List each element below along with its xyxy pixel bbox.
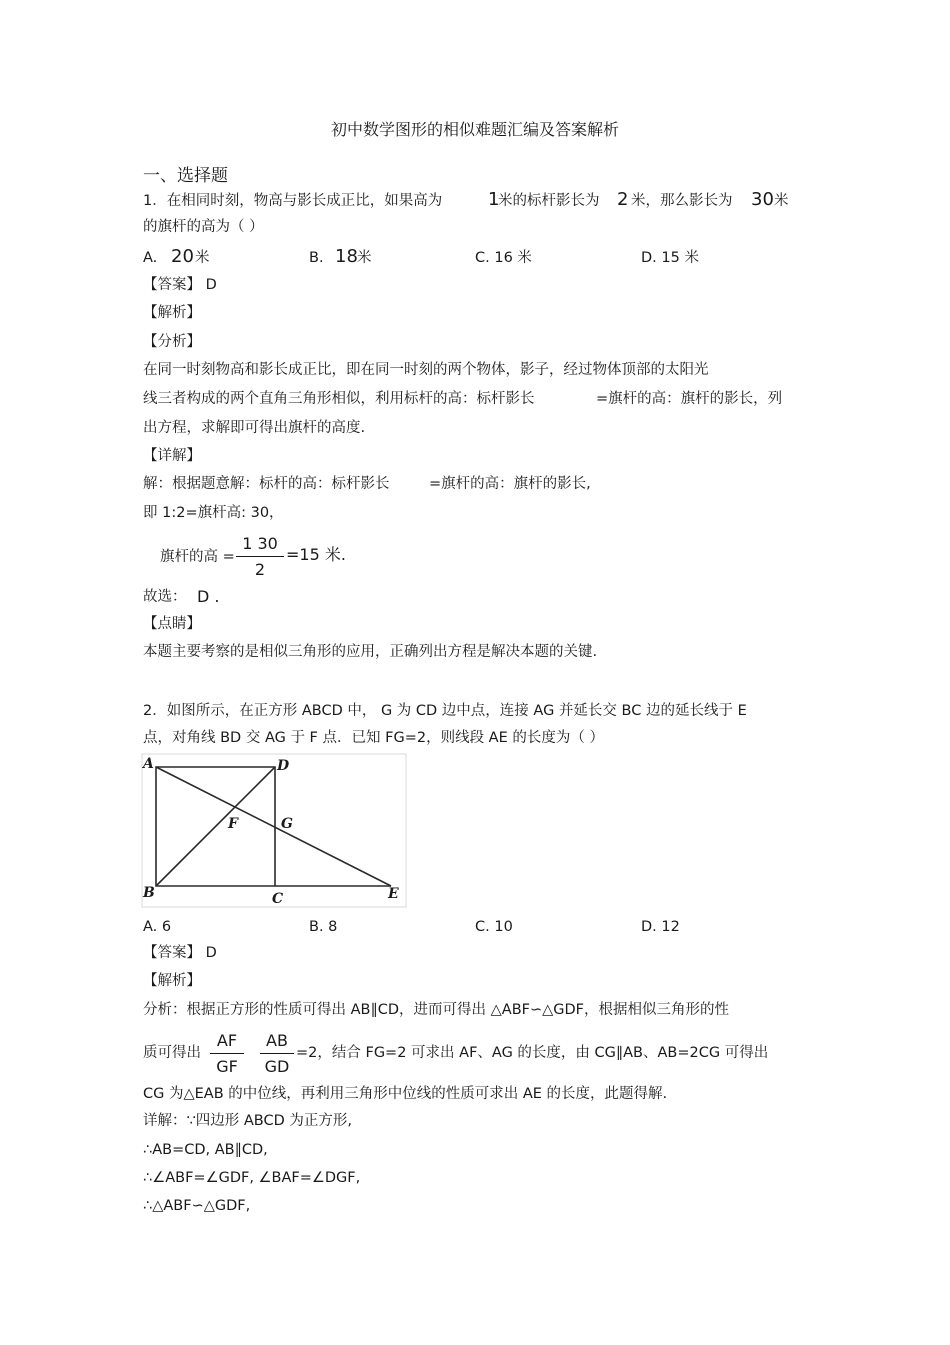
q1-stem-number: 1 (488, 189, 500, 210)
label-c: C (272, 891, 284, 907)
q2-fenxi-line: 分析：根据正方形的性质可得出 AB∥CD，进而可得出 △ABF∽△GDF，根据相似三角形的性 (143, 1002, 730, 1018)
q1-fenxi-line: =旗杆的高：旗杆的影长，列 (596, 391, 783, 407)
q1-answer: 【答案】 D (143, 277, 217, 293)
q2-geometry-figure (141, 753, 407, 908)
label-a: A (143, 756, 154, 772)
q1-detail-line: 解：根据题意解：标杆的高：标杆影长 (143, 476, 390, 492)
q2-fenxi-line: =2，结合 FG=2 可求出 AF、AG 的长度，由 CG∥AB、AB=2CG 可得出 (296, 1045, 769, 1061)
q1-option-b-label: B. (309, 250, 324, 266)
fraction-bar (236, 556, 284, 557)
q1-stem-part: 1．在相同时刻，物高与影长成正比，如果高为 (143, 193, 443, 209)
q2-detail-line: ∴△ABF∽△GDF, (143, 1198, 251, 1214)
q1-stem-line2: 的旗杆的高为（ ） (143, 219, 264, 235)
q2-detail-line: 详解：∵四边形 ABCD 为正方形, (143, 1113, 352, 1129)
q1-stem-part: 米 (774, 193, 789, 209)
q1-option-a-label: A. (143, 250, 158, 266)
q1-choice-label: 故选： (143, 589, 187, 605)
q1-comment: 本题主要考察的是相似三角形的应用，正确列出方程是解决本题的关键. (143, 644, 598, 660)
fraction-numerator: AF (216, 1031, 238, 1050)
q2-analysis-heading: 【解析】 (143, 973, 201, 989)
q1-fenxi-line: 在同一时刻物高和影长成正比，即在同一时刻的两个物体，影子，经过物体顶部的太阳光 (143, 362, 709, 378)
q1-option-c: C. 16 米 (475, 250, 532, 266)
q1-comment-heading: 【点睛】 (143, 616, 201, 632)
fraction-denominator: GD (264, 1057, 290, 1076)
q1-fenxi-heading: 【分析】 (143, 334, 201, 350)
fraction-denominator: GF (216, 1057, 238, 1076)
q1-detail-line: =旗杆的高：旗杆的影长, (429, 476, 591, 492)
q1-fenxi-line: 出方程，求解即可得出旗杆的高度. (143, 420, 366, 436)
fraction-bar (260, 1053, 294, 1054)
q2-option-d: D. 12 (641, 919, 680, 935)
label-b: B (143, 885, 155, 901)
q1-detail-line: 即 1:2=旗杆高: 30， (143, 505, 284, 521)
label-f: F (228, 816, 238, 832)
q2-option-c: C. 10 (475, 919, 513, 935)
q2-option-b: B. 8 (309, 919, 338, 935)
label-e: E (388, 886, 399, 902)
section-heading: 一、选择题 (143, 166, 228, 186)
q1-stem-number: 30 (751, 189, 774, 210)
q1-choice-value: D . (197, 587, 220, 606)
q2-stem-line1: 2．如图所示，在正方形 ABCD 中， G 为 CD 边中点，连接 AG 并延长交 BC 边的延长线于 E (143, 703, 747, 719)
q2-option-a: A. 6 (143, 919, 172, 935)
q2-detail-line: ∴∠ABF=∠GDF, ∠BAF=∠DGF, (143, 1170, 361, 1186)
label-g: G (281, 816, 293, 832)
document-title: 初中数学图形的相似难题汇编及答案解析 (330, 120, 619, 139)
q2-fraction-ab-gd (260, 1031, 294, 1077)
q1-calc-fraction (236, 534, 284, 580)
q2-fenxi-line: CG 为△EAB 的中位线，再利用三角形中位线的性质可求出 AE 的长度，此题得解. (143, 1086, 668, 1102)
fraction-numerator: AB (266, 1031, 288, 1050)
q2-stem-line2: 点，对角线 BD 交 AG 于 F 点．已知 FG=2，则线段 AE 的长度为（ ） (143, 730, 604, 746)
q1-option-a-value: 20 (171, 246, 194, 267)
q2-fraction-af-gf (210, 1031, 244, 1077)
fraction-numerator: 1 30 (242, 534, 278, 553)
q1-stem-part: 米，那么影长为 (631, 193, 733, 209)
figure-frame (142, 754, 406, 907)
q1-detail-heading: 【详解】 (143, 448, 201, 464)
q1-stem-part: 米的标杆影长为 (498, 193, 600, 209)
q1-fenxi-line: 线三者构成的两个直角三角形相似，利用标杆的高：标杆影长 (143, 391, 535, 407)
q1-stem-number: 2 (617, 189, 629, 210)
fraction-denominator: 2 (254, 560, 266, 579)
q1-analysis-heading: 【解析】 (143, 305, 201, 321)
q2-detail-line: ∴AB=CD, AB∥CD, (143, 1142, 268, 1158)
q1-calc-label: 旗杆的高 = (160, 549, 235, 565)
q2-answer: 【答案】 D (143, 945, 217, 961)
q1-option-b-value: 18 (335, 246, 358, 267)
q1-option-a-unit: 米 (195, 250, 210, 266)
q1-option-d: D. 15 米 (641, 250, 699, 266)
q1-calc-result: =15 米. (286, 545, 346, 564)
fraction-bar (210, 1053, 244, 1054)
label-d: D (277, 758, 290, 774)
q1-option-b-unit: 米 (357, 250, 372, 266)
q2-fenxi-line: 质可得出 (143, 1045, 201, 1061)
